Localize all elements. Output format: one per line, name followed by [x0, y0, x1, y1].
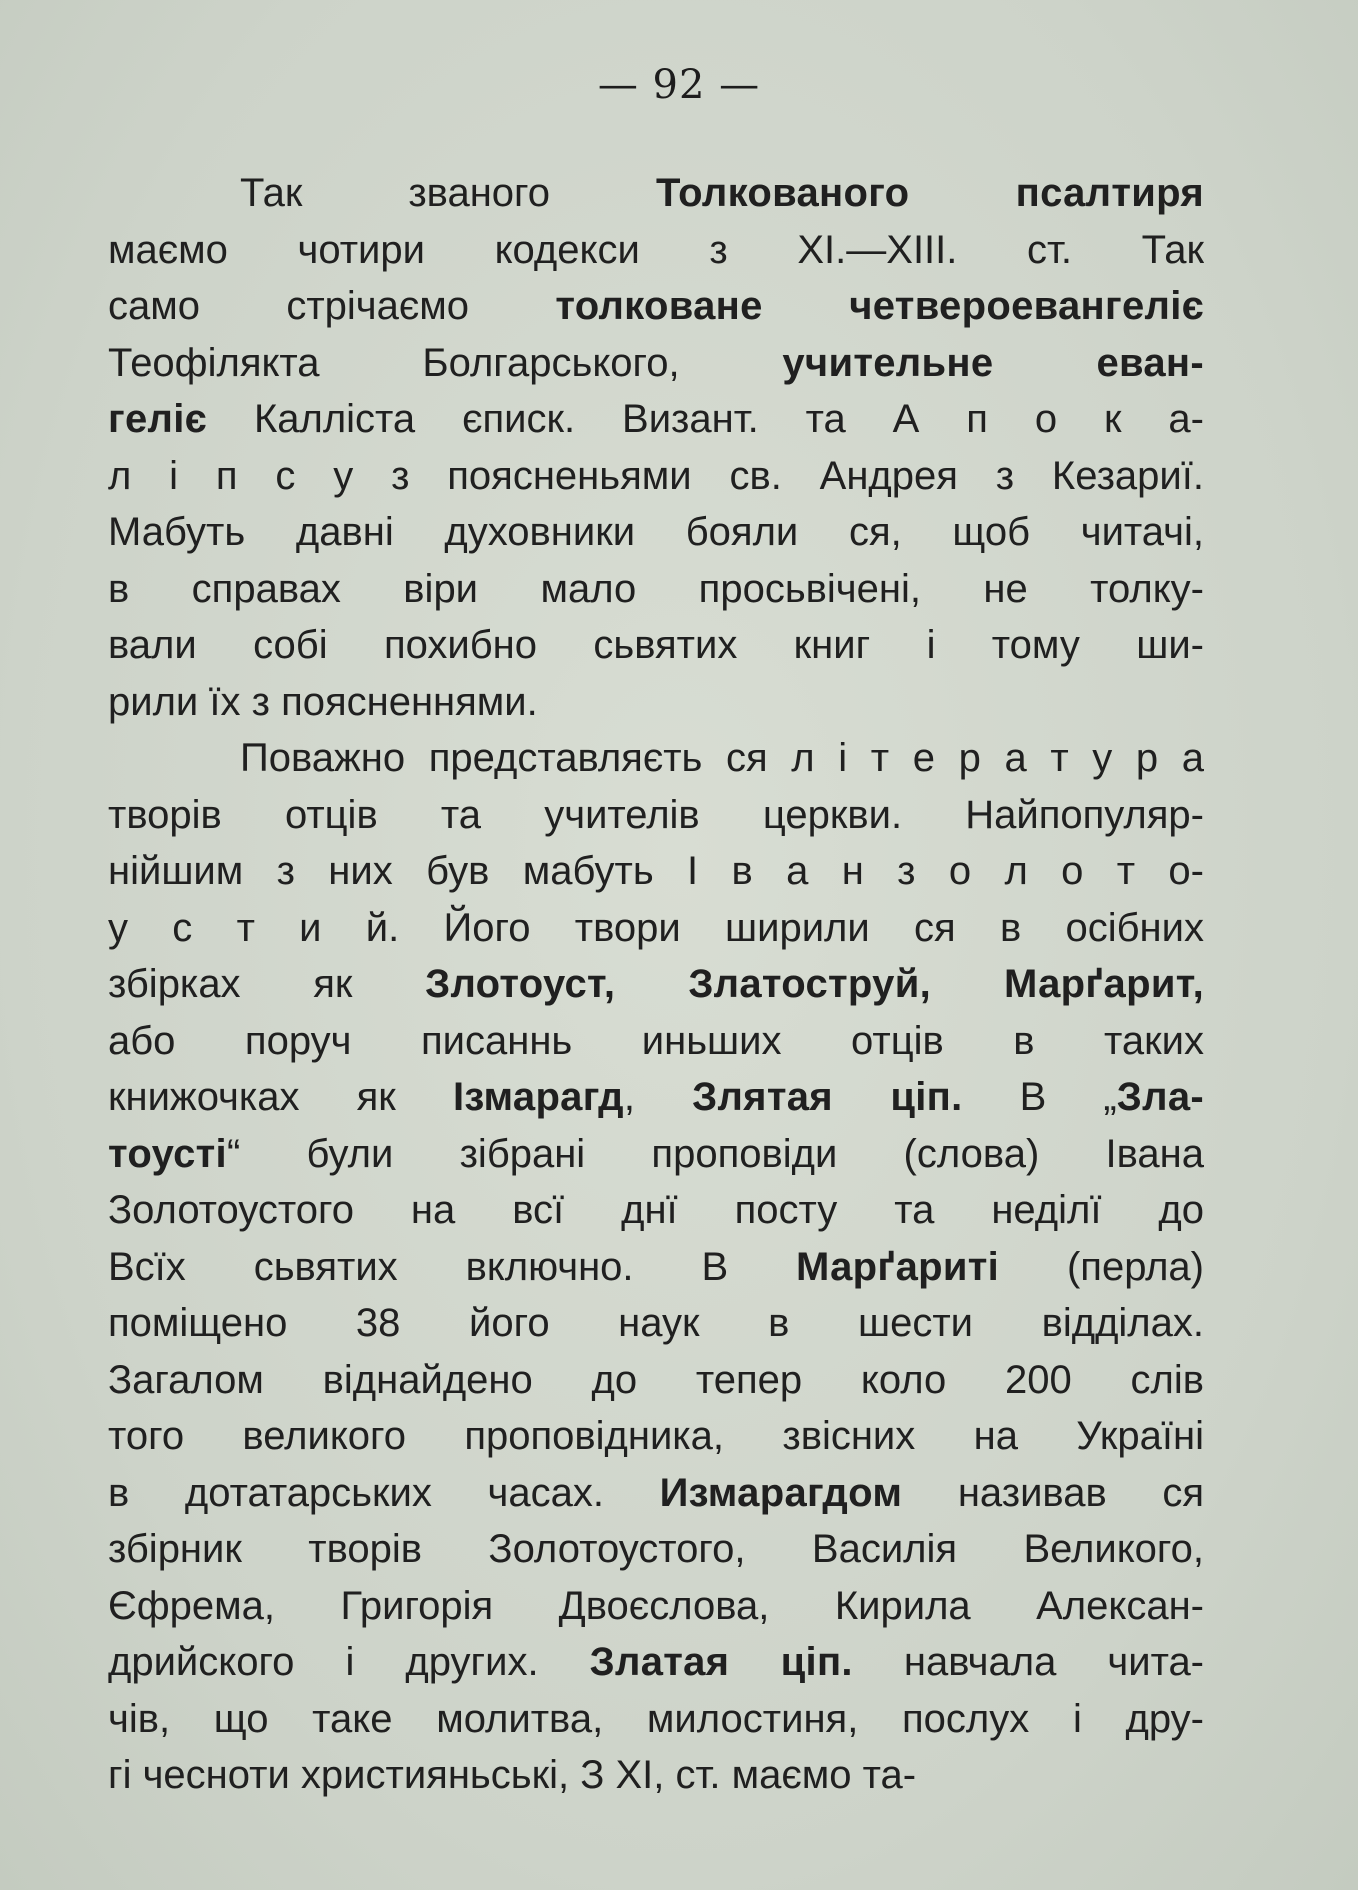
text-run: у с т и й. Його твори ширили ся в осібних: [108, 905, 1204, 950]
text-run: називав ся: [902, 1470, 1204, 1515]
bold-term: Ізмарагд: [452, 1075, 624, 1119]
text-line: [108, 561, 1204, 618]
bold-term: Измарагдом: [659, 1470, 903, 1515]
text-run: само стрічаємо: [108, 284, 556, 328]
bold-term: учительне еван-: [782, 340, 1204, 385]
text-line: [108, 1634, 1204, 1691]
text-run: В „: [962, 1075, 1117, 1119]
text-run: поміщено 38 його наук в шести відділах.: [108, 1301, 1204, 1345]
text-line: [108, 1126, 1204, 1183]
text-line: [108, 1013, 1204, 1070]
text-line: [108, 730, 1204, 787]
text-line: [108, 617, 1204, 674]
text-run: Єфрема, Григорія Двоєслова, Кирила Алексан-: [108, 1583, 1204, 1628]
text-run: збірках як: [108, 962, 426, 1006]
text-line: [108, 900, 1204, 957]
text-run: маємо чотири кодекси з XI.—XIII. ст. Так: [108, 227, 1204, 272]
text-line: [108, 222, 1204, 279]
text-run: Мабуть давні духовники бояли ся, щоб читачі,: [108, 510, 1204, 554]
text-run: “ були зібрані проповіди (слова) Івана: [226, 1131, 1204, 1176]
text-line: [108, 1295, 1204, 1352]
bold-term: тоусті: [108, 1131, 227, 1176]
text-line: [108, 1691, 1204, 1748]
text-line: [108, 278, 1204, 335]
bold-term: геліє: [108, 397, 208, 441]
page-number: — 92 —: [597, 62, 761, 108]
body-text: [108, 165, 1204, 1804]
text-run: Поважно представляєть ся л і т е р а т у р а: [240, 736, 1204, 780]
text-line: [108, 1069, 1204, 1126]
text-line: [108, 1465, 1204, 1522]
bold-term: Зла-: [1116, 1075, 1204, 1119]
text-line: [108, 1747, 1204, 1804]
text-run: Теофілякта Болгарського,: [108, 340, 783, 385]
text-line: [108, 1408, 1204, 1465]
text-line: [108, 504, 1204, 561]
paragraph-1: [108, 165, 1204, 730]
text-run: книжочках як: [108, 1075, 453, 1119]
text-line: [108, 787, 1204, 844]
text-line: [108, 1182, 1204, 1239]
text-run: дрийского і других.: [108, 1640, 590, 1684]
text-run: нійшим з них був мабуть І в а н з о л о т о-: [108, 849, 1204, 893]
text-run: навчала чита-: [852, 1640, 1204, 1684]
text-run: (перла): [999, 1244, 1204, 1289]
text-run: Калліста єписк. Визант. та А п о к а-: [207, 397, 1204, 441]
bold-term: Златая ціп.: [589, 1640, 853, 1684]
text-run: в дотатарських часах.: [108, 1470, 660, 1515]
text-line: [108, 1578, 1204, 1635]
bold-term: Злотоуст, Златоструй, Марґарит,: [425, 962, 1204, 1006]
text-run: л і п с у з поясненьями св. Андрея з Кезариї.: [108, 453, 1204, 498]
text-run: в справах віри мало просьвічені, не толку-: [108, 566, 1204, 611]
text-run: Загалом віднайдено до тепер коло 200 слів: [108, 1357, 1204, 1402]
text-run: Золотоустого на всї днї посту та неділї до: [108, 1188, 1204, 1232]
text-line: [108, 1521, 1204, 1578]
text-line: [108, 391, 1204, 448]
text-run: або поруч писаннь иньших отців в таких: [108, 1018, 1204, 1063]
text-run: Всїх сьвятих включно. В: [108, 1244, 797, 1289]
text-run: чів, що таке молитва, милостиня, послух і дру-: [108, 1696, 1204, 1741]
text-run: вали собі похибно сьвятих книг і тому ши-: [108, 623, 1204, 667]
text-line: [108, 1352, 1204, 1409]
text-line: [108, 956, 1204, 1013]
text-line: [108, 843, 1204, 900]
text-run: збірник творів Золотоустого, Василія Великого,: [108, 1527, 1204, 1571]
paragraph-2: [108, 730, 1204, 1804]
text-line: [108, 448, 1204, 505]
text-run: ,: [623, 1075, 693, 1119]
text-line: [108, 165, 1204, 222]
text-run: Так званого: [240, 171, 656, 215]
text-run: того великого проповідника, звісних на Україні: [108, 1414, 1204, 1458]
text-line: [108, 335, 1204, 392]
text-line: [108, 674, 1204, 731]
text-run: рили їх з поясненнями.: [108, 679, 538, 724]
bold-term: толковане четвероевангеліє: [555, 284, 1204, 328]
text-line: [108, 1239, 1204, 1296]
bold-term: Злятая ціп.: [692, 1075, 963, 1119]
text-run: гі чесноти християньські, З XI, ст. маємо та-: [108, 1753, 917, 1797]
text-run: творів отців та учителів церкви. Найпопуляр-: [108, 792, 1204, 837]
bold-term: Толкованого псалтиря: [655, 171, 1204, 215]
bold-term: Марґариті: [796, 1244, 1000, 1289]
